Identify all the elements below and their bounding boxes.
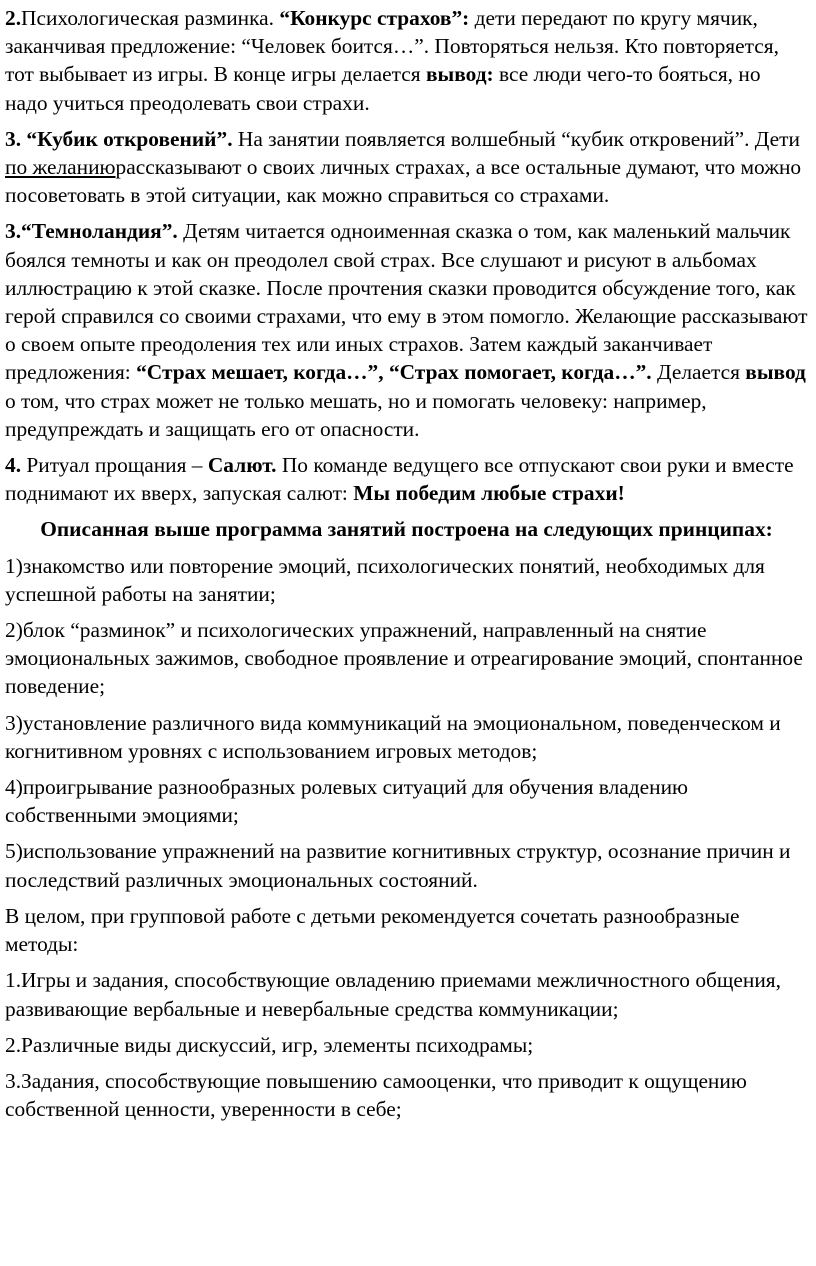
section-title: 3. “Кубик откровений”. [5, 126, 233, 151]
section-phrases: “Страх мешает, когда…”, “Страх помогает, когда…”. [136, 360, 652, 385]
principle-item: 2)блок “разминок” и психологических упражнений, направленный на снятие эмоциональных зажимов, свободное проявление и отреагирование эмоций, спонтанное поведение; [5, 618, 803, 699]
section-text: На занятии появляется волшебный “кубик откровений”. Дети [232, 126, 800, 151]
section-text-mid: Делается [651, 360, 746, 385]
method-item: 2.Различные виды дискуссий, игр, элементы психодрамы; [5, 1032, 534, 1057]
principles-heading-text: Описанная выше программа занятий построена на следующих принципах: [40, 517, 773, 542]
section-number: 2. [5, 6, 22, 30]
section-title: Салют. [207, 453, 277, 478]
conclusion-word: вывод [745, 360, 806, 385]
section-text: Детям читается одноименная сказка о том, как маленький мальчик боялся темноты и как он преодолел свой страх. Все слушают и рисуют в альбомах иллюстрацию к этой сказке. После прочтения сказки проводится обсуждение того, как герой справился со своими страхами, что ему в этом помогло. Желающие рассказывают о своем опыте преодоления тех или иных страхов. Затем каждый заканчивает предложения: [5, 219, 808, 385]
section-slogan: Мы победим любые страхи! [353, 481, 625, 506]
principle-item: 3)установление различного вида коммуникаций на эмоциональном, поведенческом и когнитивном уровнях с использованием игровых методов; [5, 710, 781, 763]
section-text: дети передают по кругу мячик, заканчивая предложение: “Человек боится…”. Повторяться нельзя. Кто повторяется, тот выбывает из игры. В конце игры делается [5, 6, 779, 87]
section-intro: Ритуал прощания – [21, 453, 208, 478]
paragraph-temnolandia [5, 217, 808, 443]
section-intro: Психологическая разминка. [21, 6, 280, 30]
section-text-end: о том, что страх может не только мешать, но и помогать человеку: например, предупреждать и защищать его от опасности. [5, 388, 707, 441]
method-item: 1.Игры и задания, способствующие овладению приемами межличностного общения, развивающие вербальные и невербальные средства коммуникации; [5, 968, 781, 1021]
paragraph-cube-of-revelations [5, 125, 808, 210]
principle-item: 4)проигрывание разнообразных ролевых ситуаций для обучения владению собственными эмоциями; [5, 775, 689, 828]
section-text-end: рассказывают о своих личных страхах, а все остальные думают, что можно посоветовать в этой ситуации, как можно справиться со страхами. [5, 155, 802, 208]
principles-heading [5, 515, 808, 543]
method-item: 3.Задания, способствующие повышению самооценки, что приводит к ощущению собственной ценности, уверенности в себе; [5, 1068, 747, 1122]
section-title: “Конкурс страхов”: [279, 6, 470, 30]
underlined-text: по желанию [5, 155, 116, 180]
principle-item: 1)знакомство или повторение эмоций, психологических понятий, необходимых для успешной работы на занятии; [5, 553, 765, 606]
section-title: 3.“Темноландия”. [5, 219, 178, 244]
section-text: По команде ведущего все отпускают свои руки и вместе поднимают их вверх, запуская салют: [5, 453, 794, 506]
conclusion-word: вывод: [425, 62, 494, 87]
section-number: 4. [5, 453, 22, 478]
paragraph-contest-of-fears [5, 4, 808, 117]
principle-item: 5)использование упражнений на развитие когнитивных структур, осознание причин и последствий различных эмоциональных состояний. [5, 839, 791, 892]
methods-intro: В целом, при групповой работе с детьми рекомендуется сочетать разнообразные методы: [5, 903, 740, 957]
section-text-end: все люди чего-то бояться, но надо учиться преодолевать свои страхи. [5, 62, 761, 115]
paragraph-farewell-ritual [5, 451, 808, 507]
